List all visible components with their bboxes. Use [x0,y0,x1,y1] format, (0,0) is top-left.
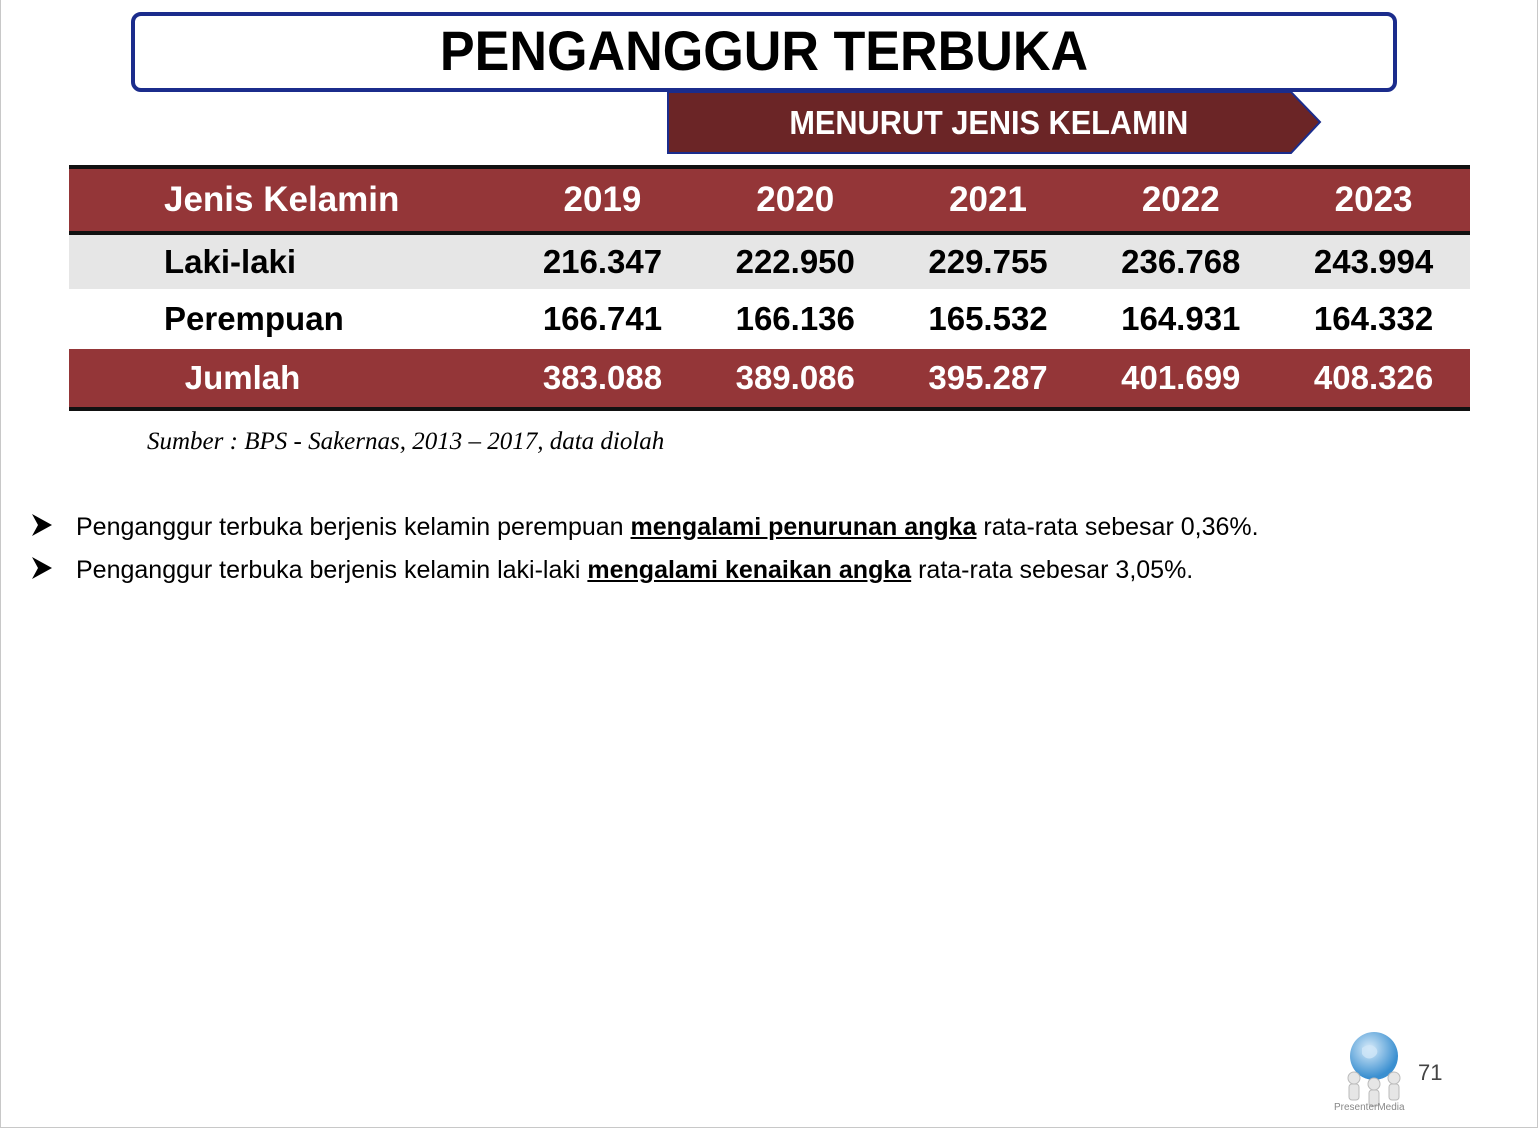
title-box [131,12,1397,92]
header-year: 2021 [949,180,1027,219]
arrowhead-bullet-icon [30,553,54,583]
table-cell: 216.347 [542,243,663,280]
table-cell: 165.532 [928,300,1048,337]
bullet-prefix: Penganggur terbuka berjenis kelamin perempuan [76,513,631,541]
page-title: PENGANGGUR TERBUKA [439,19,1089,82]
bullet-list [30,508,1510,594]
table-cell: 243.994 [1313,243,1434,280]
logo-caption: PresenterMedia [1334,1102,1405,1113]
table-header-row [69,167,1470,233]
list-item [30,551,1510,594]
bullet-suffix: rata-rata sebesar 3,05%. [911,556,1194,584]
table-cell: 164.332 [1313,300,1434,337]
bullet-text [76,551,1193,589]
total-cell: 389.086 [735,359,855,396]
source-note: Sumber : BPS - Sakernas, 2013 – 2017, data diolah [147,428,665,455]
table-cell: 164.931 [1121,300,1241,337]
total-cell: 383.088 [542,359,663,396]
row-label: Laki-laki [164,243,297,280]
table-row [69,233,1470,289]
table-total-row [69,349,1470,409]
bullet-suffix: rata-rata sebesar 0,36%. [976,513,1259,541]
bullet-emphasis: mengalami kenaikan angka [587,556,912,584]
header-year: 2020 [756,180,835,219]
bullet-emphasis: mengalami penurunan angka [630,513,977,541]
table-cell: 236.768 [1121,243,1241,280]
header-year: 2023 [1334,180,1413,219]
row-label: Perempuan [164,300,344,337]
bullet-prefix: Penganggur terbuka berjenis kelamin laki-laki [76,556,588,584]
total-cell: 408.326 [1313,359,1434,396]
total-cell: 395.287 [928,359,1048,396]
total-label: Jumlah [184,359,301,396]
page-number: 71 [1418,1060,1443,1085]
arrowhead-bullet-icon [30,510,54,540]
subtitle-banner [667,91,1323,155]
table-cell: 222.950 [735,243,855,280]
subtitle: MENURUT JENIS KELAMIN [789,104,1189,141]
bullet-text [76,508,1259,546]
table-row [69,289,1470,349]
header-year: 2019 [563,180,642,219]
header-year: 2022 [1141,180,1220,219]
unemployment-table [69,165,1470,411]
table-cell: 229.755 [928,243,1048,280]
table-cell: 166.136 [735,300,855,337]
total-cell: 401.699 [1121,359,1241,396]
list-item [30,508,1510,551]
header-gender: Jenis Kelamin [164,180,400,219]
table-cell: 166.741 [542,300,663,337]
